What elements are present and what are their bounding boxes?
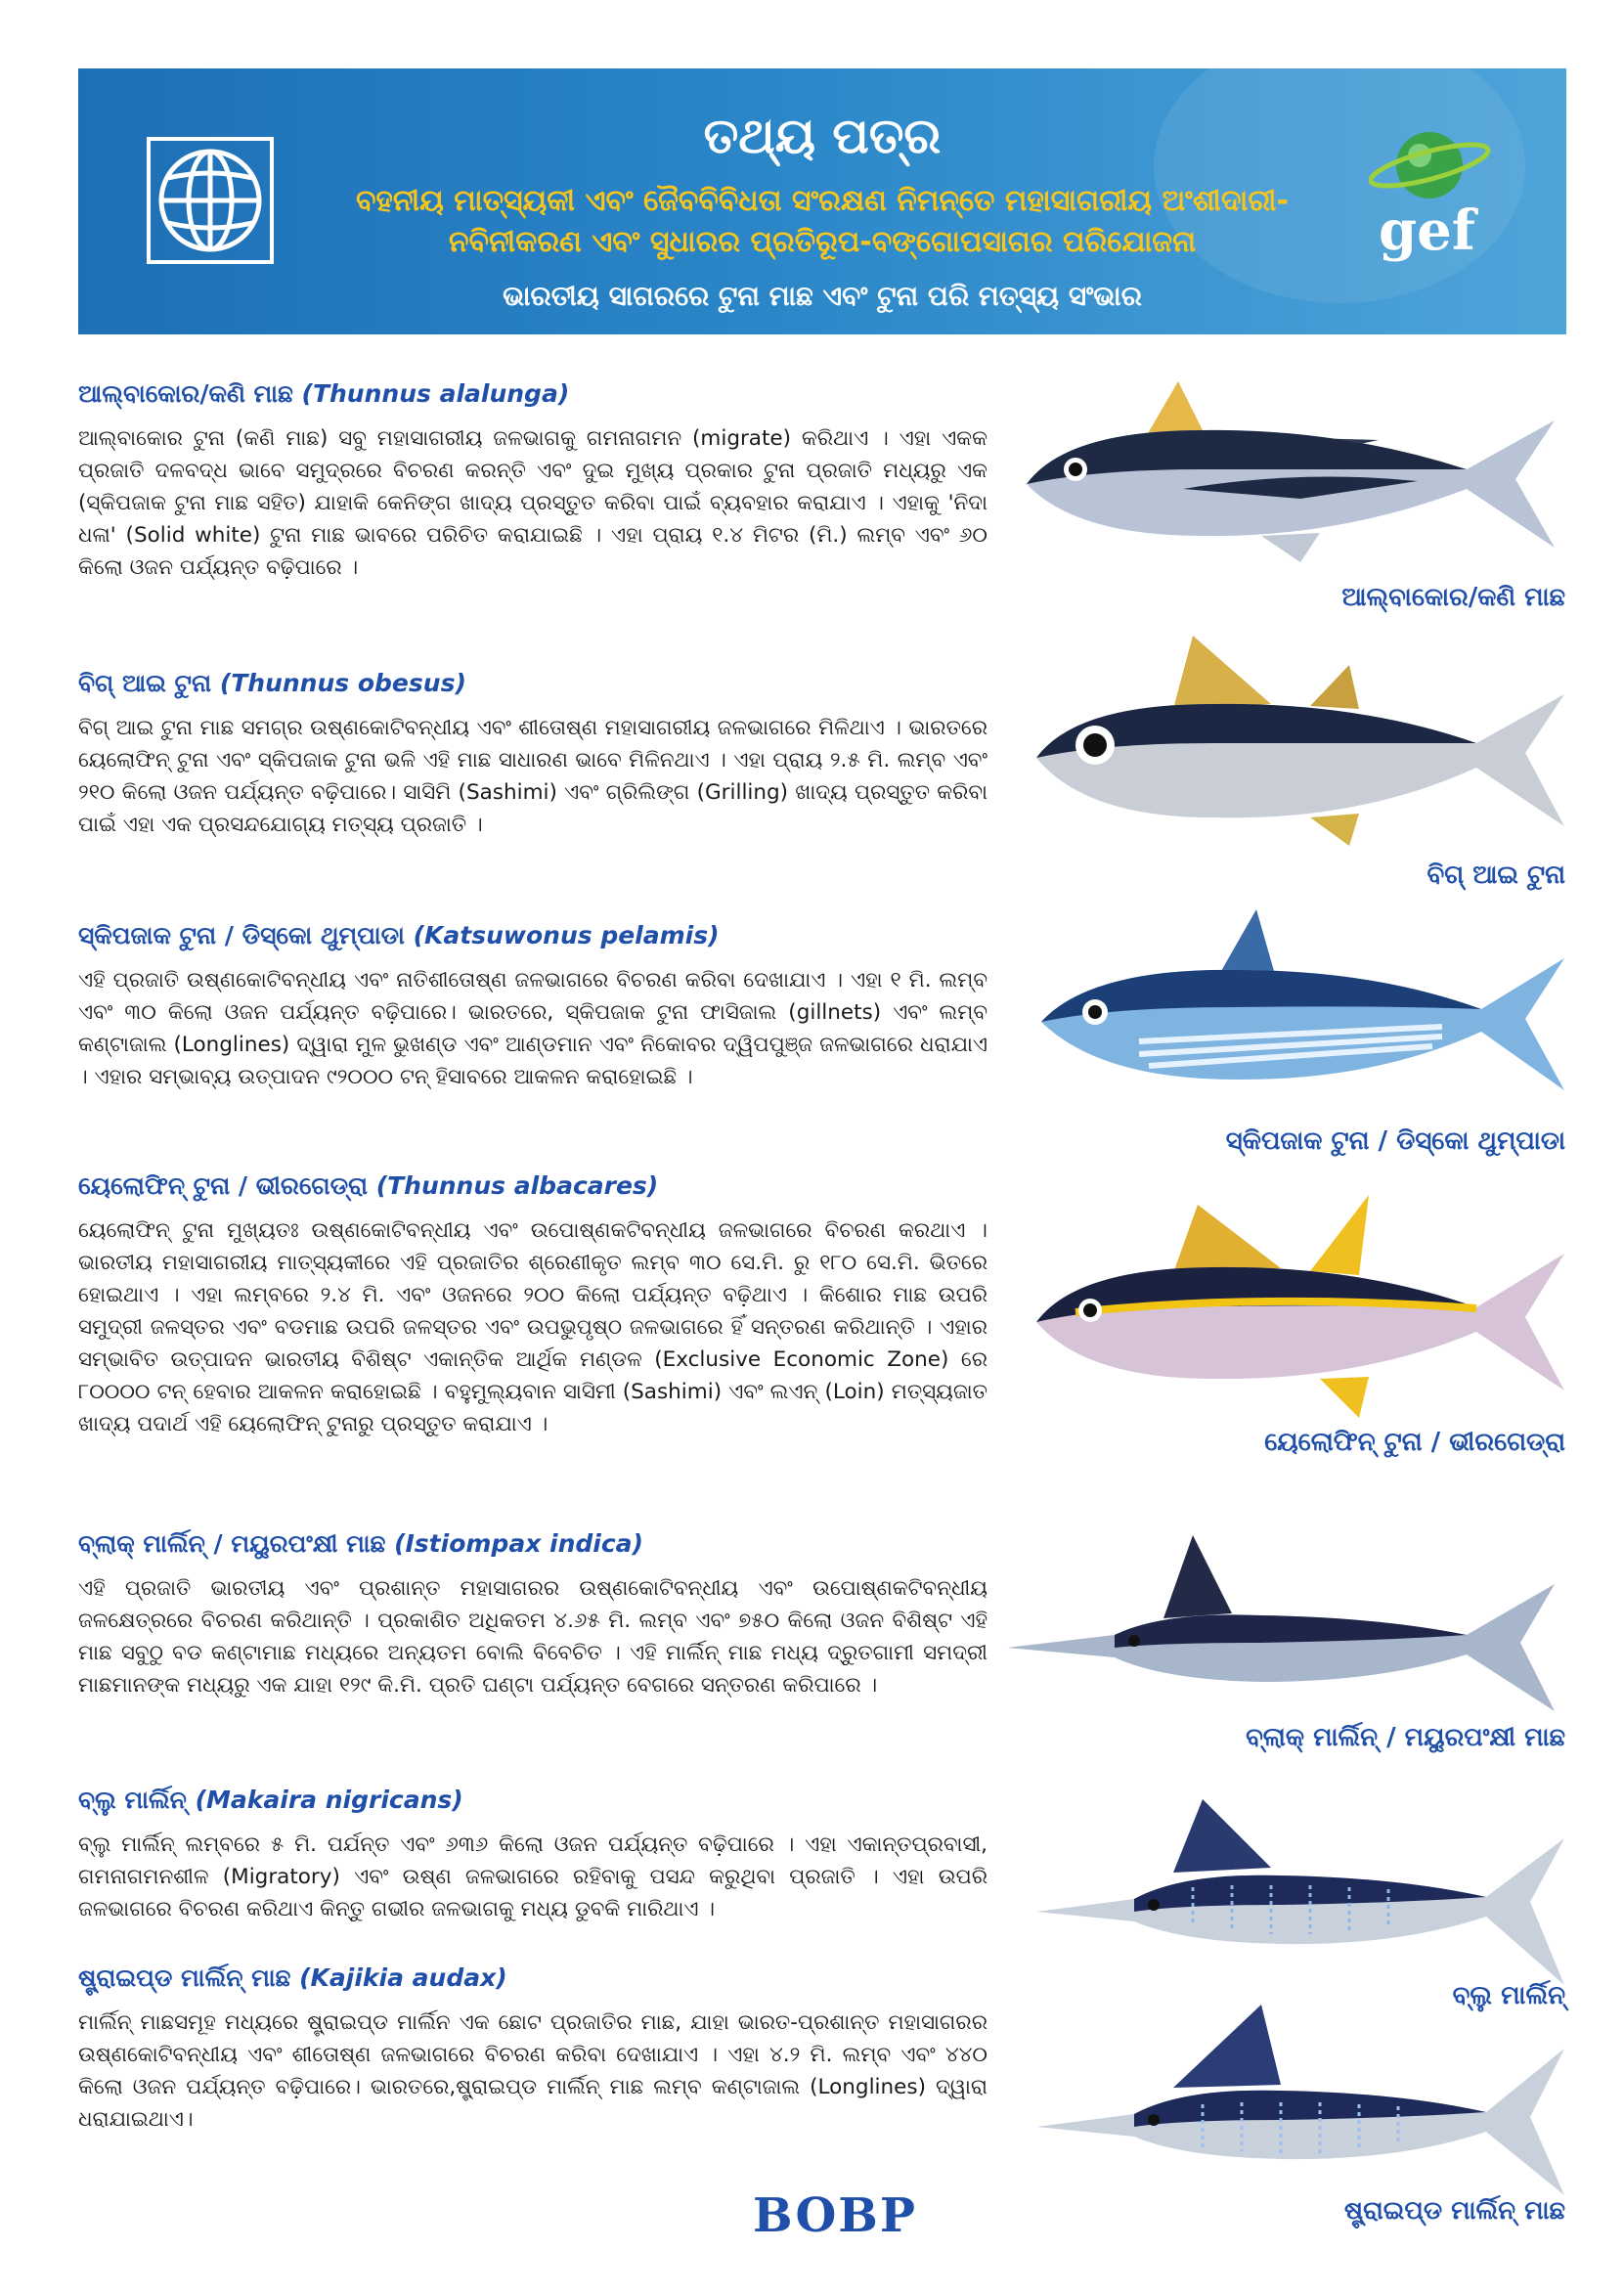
striped-marlin-fish-illustration [1036, 2005, 1574, 2200]
fish-caption: ସ୍କିପଜାକ ଟୁନା / ଡିସ୍କୋ ଥୁମ୍ପାଡା [1225, 1126, 1565, 1156]
section-text: ଏହି ପ୍ରଜାତି ଭାରତୀୟ ଏବଂ ପ୍ରଶାନ୍ତ ମହାସାଗରର ଉଷ୍ଣକୋଟିବନ୍ଧୀୟ ଏବଂ ଉପୋଷ୍ଣକଟିବନ୍ଧୀୟ ଜଳକ୍ଷେତ୍ରରେ ବିଚରଣ କରିଥାନ୍ତି । ପ୍ରକାଶିତ ଅଧିକତମ ୪.୬୫ ମି. ଲମ୍ବ ଏବଂ ୭୫୦ କିଲୋ ଓଜନ ବିଶିଷ୍ଟ ଏହି ମାଛ ସବୁଠୁ ବଡ କଣ୍ଟାମାଛ ମଧ୍ୟରେ ଅନ୍ୟତମ ବୋଲି ବିବେଚିତ । ଏହି ମାର୍ଲିନ୍ ମାଛ ମଧ୍ୟ ଦ୍ରୁତଗାମୀ ସମଦ୍ରୀ ମାଛମାନଙ୍କ ମଧ୍ୟରୁ ଏକ ଯାହା ୧୨୯ କି.ମି. ପ୍ରତି ଘଣ୍ଟା ପର୍ଯ୍ୟନ୍ତ ବେଗରେ ସନ୍ତରଣ କରିପାରେ । [78, 1576, 988, 1698]
species-name: ୟେଲୋଫିନ୍ ଟୁନା / ଭୀରଗେଡ୍ରା [78, 1171, 368, 1200]
bobp-logo [753, 2188, 917, 2247]
section-text: ମାର୍ଲିନ୍ ମାଛସମୂହ ମଧ୍ୟରେ ଷ୍ଟ୍ରାଇପ୍ଡ ମାର୍ଲିନ ଏକ ଛୋଟ ପ୍ରଜାତିର ମାଛ, ଯାହା ଭାରତ-ପ୍ରଶାନ୍ତ ମହାସାଗରର ଉଷ୍ଣକୋଟିବନ୍ଧୀୟ ଏବଂ ଶୀତୋଷ୍ଣ ଜଳଭାଗରେ ବିଚରଣ କରିବା ଦେଖାଯାଏ । ଏହା ୪.୨ ମି. ଲମ୍ବ ଏବଂ ୪୪୦ କିଲୋ ଓଜନ ପର୍ଯ୍ୟନ୍ତ ବଢ଼ିପାରେ। ଭାରତରେ,ଷ୍ଟ୍ରାଇପ୍ଡ ମାର୍ଲିନ୍ ମାଛ ଲମ୍ବ କଣ୍ଟାଜାଲ (Longlines) ଦ୍ୱାରା ଧରାଯାଇଥାଏ। [78, 2010, 988, 2132]
section-title [78, 1171, 988, 1201]
section-striped-marlin [78, 1963, 988, 2136]
section-black-marlin [78, 1529, 988, 1701]
skipjack-tuna-fish-illustration [1022, 900, 1574, 1125]
scientific-name: (Thunnus obesus) [219, 669, 466, 697]
section-title [78, 379, 988, 409]
page-title: ତଥ୍ୟ ପତ୍ର [703, 108, 942, 164]
project-title-line2: ନବିନୀକରଣ ଏବଂ ସୁଧାରର ପ୍ରତିରୂପ-ବଙ୍ଗୋପସାଗର ପରିଯୋଜନା [448, 225, 1197, 259]
scientific-name: (Istiompax indica) [394, 1529, 643, 1558]
species-name: ବିଗ୍ ଆଇ ଟୁନା [78, 669, 212, 697]
section-title [78, 1963, 988, 1993]
section-title [78, 921, 988, 950]
gef-logo-text: gef [1379, 199, 1475, 263]
blue-marlin-fish-illustration [1036, 1780, 1574, 1995]
species-name: ସ୍କିପଜାକ ଟୁନା / ଡିସ୍କୋ ଥୁମ୍ପାଡା [78, 921, 405, 949]
header-banner [78, 68, 1566, 334]
section-text: ୟେଲୋଫିନ୍ ଟୁନା ମୁଖ୍ୟତଃ ଉଷ୍ଣକୋଟିବନ୍ଧୀୟ ଏବଂ ଉପୋଷ୍ଣକଟିବନ୍ଧୀୟ ଜଳଭାଗରେ ବିଚରଣ କରଥାଏ । ଭାରତୀୟ ମହାସାଗରୀୟ ମାତ୍ସ୍ୟକୀରେ ଏହି ପ୍ରଜାତିର ଶ୍ରେଣୀକୃତ ଲମ୍ବ ୩୦ ସେ.ମି. ରୁ ୧୮୦ ସେ.ମି. ଭିତରେ ହୋଇଥାଏ । ଏହା ଲମ୍ବରେ ୨.୪ ମି. ଏବଂ ଓଜନରେ ୨୦୦ କିଲୋ ପର୍ଯ୍ୟନ୍ତ ବଢ଼ିଥାଏ । କିଶୋର ମାଛ ଉପରି ସମୁଦ୍ରୀ ଜଳସ୍ତର ଏବଂ ବଡମାଛ ଉପରି ଜଳସ୍ତର ଏବଂ ଉପଭୁପୃଷ୍ଠ ଜଳଭାଗରେ ହିଁ ସନ୍ତରଣ କରିଥାନ୍ତି । ଏହାର ସମ୍ଭାବିତ ଉତ୍ପାଦନ ଭାରତୀୟ ବିଶିଷ୍ଟ ଏକାନ୍ତିକ ଆର୍ଥିକ ମଣ୍ଡଳ (Exclusive Economic Zone) ରେ ୮୦୦୦୦ ଟନ୍ ହେବାର ଆକଳନ କରାହୋଇଛି । ବହୁମୁଲ୍ୟବାନ ସାସିମୀ (Sashimi) ଏବଂ ଲଏନ୍ (Loin) ମତ୍ସ୍ୟଜାତ ଖାଦ୍ୟ ପଦାର୍ଥ ଏହି ୟେଲୋଫିନ୍ ଟୁନାରୁ ପ୍ରସ୍ତୁତ କରାଯାଏ । [78, 1218, 988, 1436]
fish-caption: ଆଲ୍‌ବାକୋର/କଣି ମାଛ [1341, 583, 1565, 612]
section-text: ବ୍ଲୁ ମାର୍ଲିନ୍ ଲମ୍ବରେ ୫ ମି. ପର୍ଯନ୍ତ ଏବଂ ୬୩୬ କିଲୋ ଓଜନ ପର୍ଯ୍ୟନ୍ତ ବଢ଼ିପାରେ । ଏହା ଏକାନ୍ତପ୍ରବାସୀ, ଗମନାଗମନଶୀଳ (Migratory) ଏବଂ ଉଷ୍ଣ ଜଳଭାଗରେ ରହିବାକୁ ପସନ୍ଦ କରୁଥିବା ପ୍ରଜାତି । ଏହା ଉପରି ଜଳଭାଗରେ ବିଚରଣ କରିଥାଏ କିନ୍ତୁ ଗଭୀର ଜଳଭାଗକୁ ମଧ୍ୟ ଡୁବକି ମାରିଥାଏ । [78, 1832, 988, 1921]
species-name: ବ୍ଲାକ୍ ମାର୍ଲିନ୍ / ମୟୁରପଂକ୍ଷୀ ମାଛ [78, 1529, 386, 1558]
fish-caption: ବ୍ଲୁ ମାର୍ଲିନ୍ [1452, 1981, 1565, 2010]
section-text: ଆଲ୍‌ବାକୋର ଟୁନା (କଣି ମାଛ) ସବୁ ମହାସାଗରୀୟ ଜଳଭାଗକୁ ଗମନାଗମନ (migrate) କରିଥାଏ । ଏହା ଏକକ ପ୍ରଜାତି ଦଳବଦ୍ଧ ଭାବେ ସମୁଦ୍ରରେ ବିଚରଣ କରନ୍ତି ଏବଂ ଦୁଇ ମୁଖ୍ୟ ପ୍ରକାର ଟୁନା ପ୍ରଜାତି ମଧ୍ୟରୁ ଏକ (ସ୍କିପଜାକ ଟୁନା ମାଛ ସହିତ) ଯାହାକି କେନିଙ୍ଗ ଖାଦ୍ୟ ପ୍ରସ୍ତୁତ କରିବା ପାଇଁ ବ୍ୟବହାର କରାଯାଏ । ଏହାକୁ 'ନିଦା ଧଳା' (Solid white) ଟୁନା ମାଛ ଭାବରେ ପରିଚିତ କରାଯାଇଛି । ଏହା ପ୍ରାୟ ୧.୪ ମିଟର (ମି.) ଲମ୍ବ ଏବଂ ୬୦ କିଲୋ ଓଜନ ପର୍ଯ୍ୟନ୍ତ ବଢ଼ିପାରେ । [78, 426, 988, 580]
bigeye-tuna-fish-illustration [1017, 636, 1574, 860]
section-bigeye [78, 669, 988, 841]
section-yellowfin [78, 1171, 988, 1440]
project-title-line1: ବହନୀୟ ମାତ୍ସ୍ୟକୀ ଏବଂ ଜୈବବିବିଧତା ସଂରକ୍ଷଣ ନିମନ୍ତେ ମହାସାଗରୀୟ ଅଂଶୀଦାରୀ- [355, 184, 1290, 218]
section-skipjack [78, 921, 988, 1093]
section-albacore [78, 379, 988, 584]
scientific-name: (Kajikia audax) [299, 1963, 507, 1992]
section-title [78, 1529, 988, 1559]
albacore-fish-illustration [1007, 372, 1574, 587]
page-subtitle: ଭାରତୀୟ ସାଗରରେ ଟୁନା ମାଛ ଏବଂ ଟୁନା ପରି ମତ୍ସ୍ୟ ସଂଭାର [503, 280, 1142, 312]
gef-logo [1369, 122, 1506, 263]
black-marlin-fish-illustration [1007, 1525, 1574, 1721]
fish-caption: ବ୍ଲାକ୍ ମାର୍ଲିନ୍ / ମୟୁରପଂକ୍ଷୀ ମାଛ [1246, 1723, 1565, 1752]
species-name: ଆଲ୍‌ବାକୋର/କଣି ମାଛ [78, 379, 293, 408]
scientific-name: (Thunnus alalunga) [301, 379, 570, 408]
section-title [78, 1786, 988, 1815]
section-text: ବିଗ୍ ଆଇ ଟୁନା ମାଛ ସମଗ୍ର ଉଷ୍ଣକୋଟିବନ୍ଧୀୟ ଏବଂ ଶୀତୋଷ୍ଣ ମହାସାଗରୀୟ ଜଳଭାଗରେ ମିଳିଥାଏ । ଭାରତରେ ୟେଲୋଫିନ୍ ଟୁନା ଏବଂ ସ୍କିପଜାକ ଟୁନା ଭଳି ଏହି ମାଛ ସାଧାରଣ ଭାବେ ମିଳିନଥାଏ । ଏହା ପ୍ରାୟ ୨.୫ ମି. ଲମ୍ବ ଏବଂ ୨୧୦ କିଲୋ ଓଜନ ପର୍ଯ୍ୟନ୍ତ ବଢ଼ିପାରେ। ସାସିମି (Sashimi) ଏବଂ ଗ୍ରିଲିଙ୍ଗ (Grilling) ଖାଦ୍ୟ ପ୍ରସ୍ତୁତ କରିବା ପାଇଁ ଏହା ଏକ ପ୍ରସନ୍ଦଯୋଗ୍ୟ ମତ୍ସ୍ୟ ପ୍ରଜାତି । [78, 716, 988, 837]
scientific-name: (Makaira nigricans) [195, 1786, 463, 1814]
species-name: ଷ୍ଟ୍ରାଇପ୍ଡ ମାର୍ଲିନ୍ ମାଛ [78, 1963, 291, 1992]
section-title [78, 669, 988, 698]
bobp-logo-text: BOBP [753, 2188, 917, 2243]
scientific-name: (Thunnus albacares) [375, 1171, 659, 1200]
yellowfin-tuna-fish-illustration [1017, 1195, 1574, 1420]
fish-caption: ୟେଲୋଫିନ୍ ଟୁନା / ଭୀରଗେଡ୍ରା [1264, 1428, 1565, 1457]
section-text: ଏହି ପ୍ରଜାତି ଉଷ୍ଣକୋଟିବନ୍ଧୀୟ ଏବଂ ନାତିଶୀତୋଷ୍ଣ ଜଳଭାଗରେ ବିଚରଣ କରିବା ଦେଖାଯାଏ । ଏହା ୧ ମି. ଲମ୍ବ ଏବଂ ୩୦ କିଲୋ ଓଜନ ପର୍ଯ୍ୟନ୍ତ ବଢ଼ିପାରେ। ଭାରତରେ, ସ୍କିପଜାକ ଟୁନା ଫାସିଜାଲ (gillnets) ଏବଂ ଲମ୍ବ କଣ୍ଟାଜାଲ (Longlines) ଦ୍ୱାରା ମୁଳ ଭୁଖଣ୍ଡ ଏବଂ ଆଣ୍ଡମାନ ଏବଂ ନିକୋବର ଦ୍ୱିପପୁଞ୍ଜ ଜଳଭାଗରେ ଧରାଯାଏ । ଏହାର ସମ୍ଭାବ୍ୟ ଉତ୍ପାଦନ ୯୨୦୦୦ ଟନ୍ ହିସାବରେ ଆକଳନ କରାହୋଇଛି । [78, 968, 988, 1089]
scientific-name: (Katsuwonus pelamis) [413, 921, 720, 949]
species-name: ବ୍ଲୁ ମାର୍ଲିନ୍ [78, 1786, 187, 1814]
section-blue-marlin [78, 1786, 988, 1925]
fish-caption: ବିଗ୍ ଆଇ ଟୁନା [1426, 860, 1565, 890]
fish-caption: ଷ୍ଟ୍ରାଇପ୍ଡ ମାର୍ଲିନ୍ ମାଛ [1343, 2196, 1565, 2226]
